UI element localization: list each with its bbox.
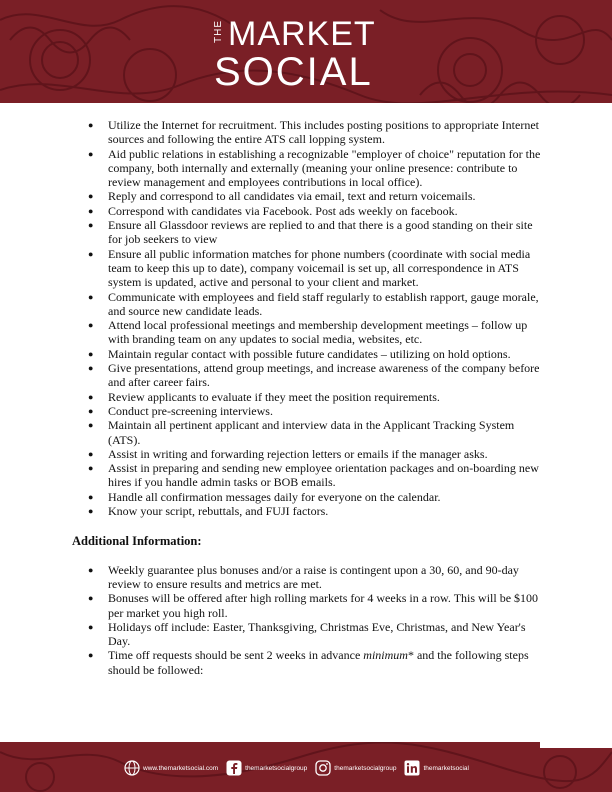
company-logo [214,14,404,94]
list-item: ● Ensure all public information matches for phone numbers (coordinate with social media team to keep this up to date), company voicemail is set up, all correspondence in ATS system is updated, active and personal to your client and market. [72,247,544,290]
instagram-icon [315,760,331,776]
list-item: ● Utilize the Internet for recruitment. This includes posting positions to appropriate Internet sources and following the entire ATS call lopping system. [72,118,544,147]
facebook-icon [226,760,242,776]
additional-info-list [72,563,544,677]
time-off-text: Time off requests should be sent 2 weeks in advance [108,648,364,663]
list-item: ● Give presentations, attend group meetings, and increase awareness of the company before and after career fairs. [72,361,544,390]
responsibilities-list [72,118,544,518]
website-link[interactable] [124,760,218,776]
list-item: ● Ensure all Glassdoor reviews are replied to and that there is a good standing on their site for job seekers to view [72,218,544,247]
website-text: www.themarketsocial.com [143,764,219,772]
list-item: ● Handle all confirmation messages daily for everyone on the calendar. [72,490,544,504]
list-item: ● Attend local professional meetings and membership development meetings – follow up with branding team on any updates to social media, websites, etc. [72,318,544,347]
list-item: ● Review applicants to evaluate if they meet the position requirements. [72,390,544,404]
list-item: ● Know your script, rebuttals, and FUJI factors. [72,504,544,518]
list-item: ● Correspond with candidates via Facebook. Post ads weekly on facebook. [72,204,544,218]
list-item: ● Assist in writing and forwarding rejection letters or emails if the manager asks. [72,447,544,461]
list-item: ● Bonuses will be offered after high rolling markets for 4 weeks in a row. This will be $100 per market you high roll. [72,591,544,620]
time-off-emphasis: minimum [363,648,408,663]
list-item: ● Maintain all pertinent applicant and interview data in the Applicant Tracking System (ATS). [72,418,544,447]
list-item [72,648,544,677]
linkedin-text: themarketsocial [423,764,469,772]
facebook-link[interactable] [226,760,307,776]
logo-market: MARKET [228,15,376,53]
globe-icon [124,760,140,776]
additional-info-heading: Additional Information: [72,534,202,549]
footer-banner [0,742,612,792]
document-body [72,118,544,677]
list-item: ● Holidays off include: Easter, Thanksgiving, Christmas Eve, Christmas, and New Year's Day. [72,620,544,649]
header-banner [0,0,612,103]
instagram-link[interactable] [315,760,396,776]
list-item: ● Assist in preparing and sending new employee orientation packages and on-boarding new hires if you handle admin tasks or BOB emails. [72,461,544,490]
list-item: ● Weekly guarantee plus bonuses and/or a raise is contingent upon a 30, 60, and 90-day review to ensure results and metrics are met. [72,563,544,592]
instagram-text: themarketsocialgroup [334,764,397,772]
logo-social: SOCIAL [214,50,373,94]
list-item: ● Reply and correspond to all candidates via email, text and return voicemails. [72,189,544,203]
logo-the: THE [213,20,224,43]
linkedin-icon [404,760,420,776]
footer-notch [540,742,612,748]
list-item: ● Communicate with employees and field staff regularly to establish rapport, gauge morale, and source new candidate leads. [72,290,544,319]
social-links [124,758,469,778]
list-item: ● Maintain regular contact with possible future candidates – utilizing on hold options. [72,347,544,361]
linkedin-link[interactable] [404,760,469,776]
list-item: ● Aid public relations in establishing a recognizable "employer of choice" reputation for the company, both internally and externally (meaning your online presence: contribute to review management and employees contributions in local office). [72,147,544,190]
list-item: ● Conduct pre-screening interviews. [72,404,544,418]
facebook-text: themarketsocialgroup [245,764,308,772]
time-off-text-end: * and the following steps should be followed: [108,648,529,677]
